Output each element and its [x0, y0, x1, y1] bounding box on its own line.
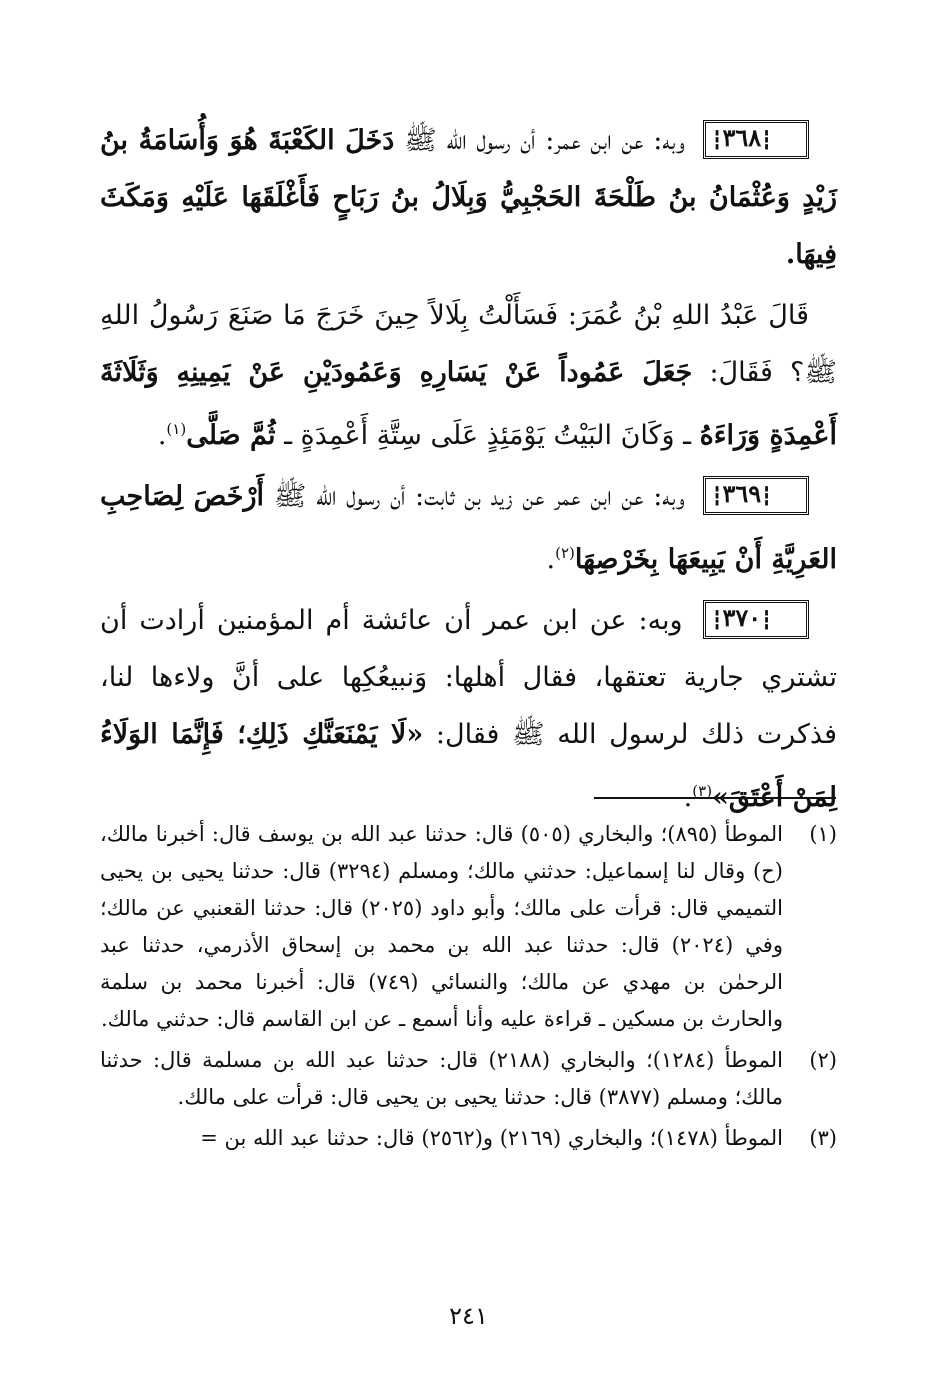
hadith-368-bold: دَخَلَ الكَعْبَةَ هُوَ وَأُسَامَةُ بنُ زَيْدٍ وَعُثْمَانُ بنُ طَلْحَةَ الحَجْبِيُّ وَبِلَالُ بنُ رَبَاحٍ فَأَغْلَقَهَا عَلَيْهِ وَمَكَثَ فِيهَا. [100, 125, 837, 270]
hadith-number-369: ┇ ٣٦٩ ┇ [703, 476, 809, 515]
period: . [546, 544, 556, 575]
hadith-number-370: ┇ ٣٧٠ ┇ [703, 600, 809, 639]
footnote-ref-1: (١) [166, 420, 187, 438]
period: . [157, 420, 167, 451]
hadith-368 [100, 112, 837, 283]
footnote-text: الموطأ (١٤٧٨)؛ والبخاري (٢١٦٩) و(٢٥٦٢) قال: حدثنا عبد الله بن = [200, 1126, 783, 1150]
hadith-368-intro: وبه: عن ابن عمر: أن رسول الله ﷺ [404, 125, 685, 156]
footnote-3 [100, 1120, 837, 1157]
hadith-369 [100, 468, 837, 588]
hadith-369-intro: وبه: عن ابن عمر عن زيد بن ثابت: أن رسول الله ﷺ [273, 481, 685, 512]
footnote-ref-2: (٢) [555, 544, 575, 562]
footnote-divider [594, 797, 836, 799]
footnote-number: (٢) [809, 1048, 837, 1072]
continuation-bold-2: ثُمَّ صَلَّى [186, 420, 276, 451]
footnote-ref-3: (٣) [692, 782, 713, 800]
main-text [100, 112, 837, 830]
hadith-370-bold: «لَا يَمْنَعَنَّكِ ذَلِكِ؛ فَإِنَّمَا الوَلَاءُ لِمَنْ أَعْتَقَ» [100, 719, 837, 813]
page-number: ٢٤١ [449, 1302, 488, 1330]
footnotes [100, 816, 837, 1161]
period: . [683, 782, 693, 813]
hadith-number-368: ┇ ٣٦٨ ┇ [703, 120, 809, 159]
footnote-2 [100, 1042, 837, 1116]
footnote-text: الموطأ (١٢٨٤)؛ والبخاري (٢١٨٨) قال: حدثنا عبد الله بن مسلمة قال: حدثنا مالك؛ ومسلم (٣٨٧٧) قال: حدثنا يحيى بن يحيى قال: قرأت على مالك. [100, 1048, 783, 1109]
footnote-number: (٣) [809, 1126, 837, 1150]
footnote-1 [100, 816, 837, 1038]
footnote-number: (١) [809, 822, 837, 846]
continuation-text-1: قَالَ عَبْدُ اللهِ بْنُ عُمَرَ: فَسَأَلْتُ بِلَالاً حِينَ خَرَجَ مَا صَنَعَ رَسُولُ اللهِ ﷺ؟ فَقَالَ: [100, 300, 837, 388]
footnote-text: الموطأ (٨٩٥)؛ والبخاري (٥٠٥) قال: حدثنا عبد الله بن يوسف قال: أخبرنا مالك، (ح) وقال لنا إسماعيل: حدثني مالك؛ ومسلم (٣٢٩٤) قال: حدثنا يحيى بن يحيى التميمي قال: قرأت على مالك؛ وأبو داود (٢٠٢٥) قال: حدثنا القعنبي عن مالك؛ وفي (٢٠٢٤) قال: حدثنا عبد الله بن محمد بن إسحاق الأذرمي، حدثنا عبد الرحمٰن بن مهدي عن مالك؛ والنسائي (٧٤٩) قال: أخبرنا محمد بن سلمة والحارث بن مسكين ـ قراءة عليه وأنا أسمع ـ عن ابن القاسم قال: حدثني مالك. [100, 822, 784, 1031]
hadith-368-continuation [100, 287, 837, 464]
continuation-text-2: ـ وَكَانَ البَيْتُ يَوْمَئِذٍ عَلَى سِتَّةِ أَعْمِدَةٍ ـ [284, 420, 692, 451]
hadith-369-bold: أَرْخَصَ لِصَاحِبِ العَرِيَّةِ أَنْ يَبِيعَهَا بِخَرْصِهَا [100, 481, 837, 575]
hadith-370 [100, 592, 837, 826]
continuation-bold-1: جَعَلَ عَمُوداً عَنْ يَسَارِهِ وَعَمُودَيْنِ عَنْ يَمِينِهِ وَثَلَاثَةَ أَعْمِدَةٍ وَرَاءَهُ [100, 357, 837, 451]
hadith-370-intro: وبه: عن ابن عمر أن عائشة أم المؤمنين أرادت أن تشتري جارية تعتقها، فقال أهلها: وَنبيعُكِها على أنَّ ولاءها لنا، فذكرت ذلك لرسول الله ﷺ فقال: [100, 605, 837, 750]
